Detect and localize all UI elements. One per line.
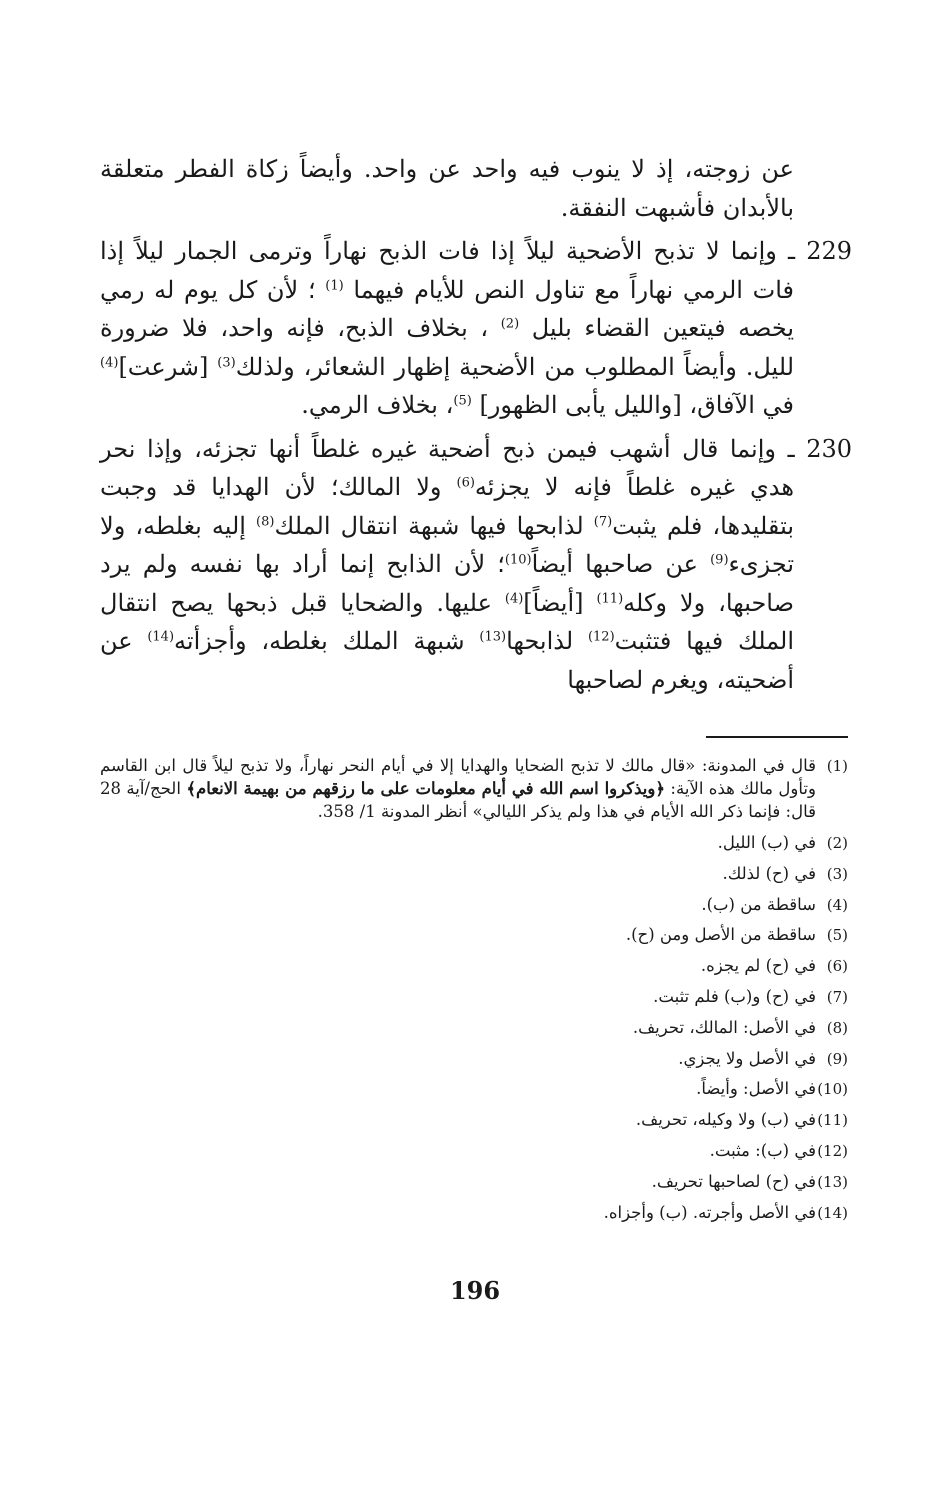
text-segment: ـ وإنما لا تذبح الأضحية ليلاً إذا فات الذبح نهاراً وترمى الجمار ليلاً إذا فات الرمي نهاراً مع تناول النص للأيام فيهما — [100, 237, 796, 304]
text-segment: ؛ لأن الذابح إنما أراد بها نفسه ولم يرد صاحبها، ولا وكله — [100, 550, 794, 617]
footnote-text: في (ح) و(ب) فلم تثبت. — [653, 986, 816, 1006]
paragraph-230 — [100, 430, 852, 700]
footnote-ref: (5) — [453, 393, 472, 409]
text-segment: ولا المالك؛ لأن الهدايا قد وجبت بتقليدها، فلم يثبت — [100, 473, 794, 540]
footnote-text — [100, 754, 816, 823]
footnote-11 — [100, 1105, 848, 1136]
footnote-13 — [100, 1167, 848, 1198]
text-segment: لذابحها فيها شبهة انتقال الملك — [274, 511, 594, 540]
footnote-number: (2) — [826, 834, 848, 852]
footnote-text: في (ح) لذلك. — [722, 863, 816, 883]
footnote-7 — [100, 982, 848, 1013]
footnote-number: (10) — [817, 1080, 848, 1099]
footnote-number: (11) — [817, 1111, 848, 1130]
footnote-ref: (12) — [587, 629, 615, 645]
paragraph-number: 230 — [806, 434, 852, 463]
footnote-number: (4) — [826, 895, 848, 914]
footnote-text-part: الحج/آية 28 قال: فإنما ذكر الله الأيام في هذا ولم يذكر الليالي» أنظر المدونة 1/ 358. — [100, 779, 816, 821]
text-segment: عن صاحبها أيضاً — [531, 550, 711, 578]
text-segment: ، بخلاف الذبح، فإنه واحد، فلا ضرورة لليل. وأيضاً المطلوب من الأضحية إظهار الشعائر، ولذلك — [100, 314, 794, 381]
text-segment: لذابحها — [506, 627, 588, 655]
footnote-6 — [100, 951, 848, 982]
footnote-ref: (8) — [256, 514, 275, 530]
footnote-text: في (ح) لم يجزه. — [700, 956, 816, 976]
footnote-text: في الأصل: المالك، تحريف. — [632, 1017, 816, 1037]
footnote-12 — [100, 1136, 848, 1167]
quran-verse: ﴿ويذكروا اسم الله في أيام معلومات على ما رزقهم من بهيمة الانعام﴾ — [186, 779, 665, 798]
footnote-separator — [706, 736, 848, 738]
text-segment: إليه بغلطه، ولا تجزىء — [100, 511, 794, 578]
footnote-number: (5) — [826, 926, 848, 945]
footnote-number: (13) — [817, 1172, 848, 1191]
text-segment: في الآفاق، [والليل يأبى الظهور] — [479, 391, 794, 419]
text-segment: ؛ لأن كل يوم له رمي يخصه فيتعين القضاء بليل — [100, 275, 795, 342]
footnote-ref: (3) — [217, 355, 236, 371]
footnote-ref: (10) — [504, 552, 532, 568]
paragraph-229 — [100, 232, 852, 425]
footnote-number: (14) — [817, 1203, 848, 1222]
footnote-number: (8) — [826, 1018, 848, 1037]
footnote-number: (7) — [826, 987, 848, 1006]
footnote-text: في الأصل ولا يجزي. — [678, 1048, 816, 1068]
footnotes — [100, 752, 848, 1228]
footnote-10 — [100, 1074, 848, 1105]
footnote-4 — [100, 890, 848, 921]
footnote-text: في الأصل: وأيضاً. — [696, 1079, 816, 1099]
footnote-text: في (ب): مثبت. — [709, 1140, 816, 1160]
footnote-number: (3) — [826, 864, 848, 883]
footnote-text: في الأصل وأجرته. (ب) وأجزاه. — [603, 1202, 816, 1222]
footnote-text: في (ب) الليل. — [717, 833, 816, 852]
text-segment: عن أضحيته، ويغرم لصاحبها — [100, 627, 794, 694]
footnote-ref: (9) — [710, 552, 729, 568]
footnote-text: ساقطة من الأصل ومن (ح). — [625, 925, 816, 945]
footnote-2 — [100, 828, 848, 859]
text-segment: [شرعت] — [118, 352, 218, 381]
footnote-ref: (4) — [100, 355, 119, 371]
footnote-text-part: قال في المدونة: «قال مالك لا تذبح الضحايا والهدايا إلا في أيام النحر نهاراً، ولا تذبح ليلاً قال ابن القاسم وتأول مالك هذه الآية: — [100, 756, 816, 798]
text-segment: شبهة الملك بغلطه، وأجزأته — [174, 627, 480, 655]
footnote-number: (9) — [826, 1049, 848, 1068]
paragraph-text: عن زوجته، إذ لا ينوب فيه واحد عن واحد. وأيضاً زكاة الفطر متعلقة بالأبدان فأشبهت النفقة. — [100, 155, 794, 222]
footnote-ref: (11) — [596, 591, 624, 607]
footnote-ref: (2) — [500, 316, 520, 332]
footnote-text: في (ب) ولا وكيله، تحريف. — [635, 1110, 816, 1130]
text-segment: ـ وإنما قال أشهب فيمن ذبح أضحية غيره غلطاً أنها تجزئه، وإذا نحر هدي غيره غلطاً فإنه لا يجزئه — [100, 434, 795, 501]
footnote-8 — [100, 1013, 848, 1044]
footnote-text: ساقطة من (ب). — [701, 894, 816, 914]
text-segment: عليها. والضحايا قبل ذبحها يصح انتقال الملك فيها فتثبت — [100, 588, 794, 655]
paragraph-number: 229 — [806, 237, 852, 265]
footnote-ref: (13) — [479, 629, 507, 645]
text-segment: ، بخلاف الرمي. — [301, 391, 454, 419]
footnote-14 — [100, 1198, 848, 1229]
footnote-1 — [100, 752, 848, 823]
footnote-ref: (4) — [504, 591, 524, 607]
page-number: 196 — [449, 1276, 501, 1305]
footnote-3 — [100, 859, 848, 890]
footnote-number: (12) — [817, 1141, 848, 1160]
text-segment: [أيضاً] — [523, 588, 597, 617]
footnote-text: في (ح) لصاحبها تحريف. — [651, 1171, 816, 1191]
footnote-number: (1) — [826, 757, 848, 775]
footnote-number: (6) — [826, 957, 848, 976]
footnote-ref: (7) — [593, 514, 613, 530]
main-text — [100, 150, 852, 704]
footnote-ref: (6) — [456, 475, 475, 491]
footnote-ref: (1) — [325, 278, 344, 294]
paragraph-continuation — [100, 150, 852, 227]
footnote-9 — [100, 1044, 848, 1075]
footnote-5 — [100, 920, 848, 951]
footnote-ref: (14) — [147, 629, 175, 645]
